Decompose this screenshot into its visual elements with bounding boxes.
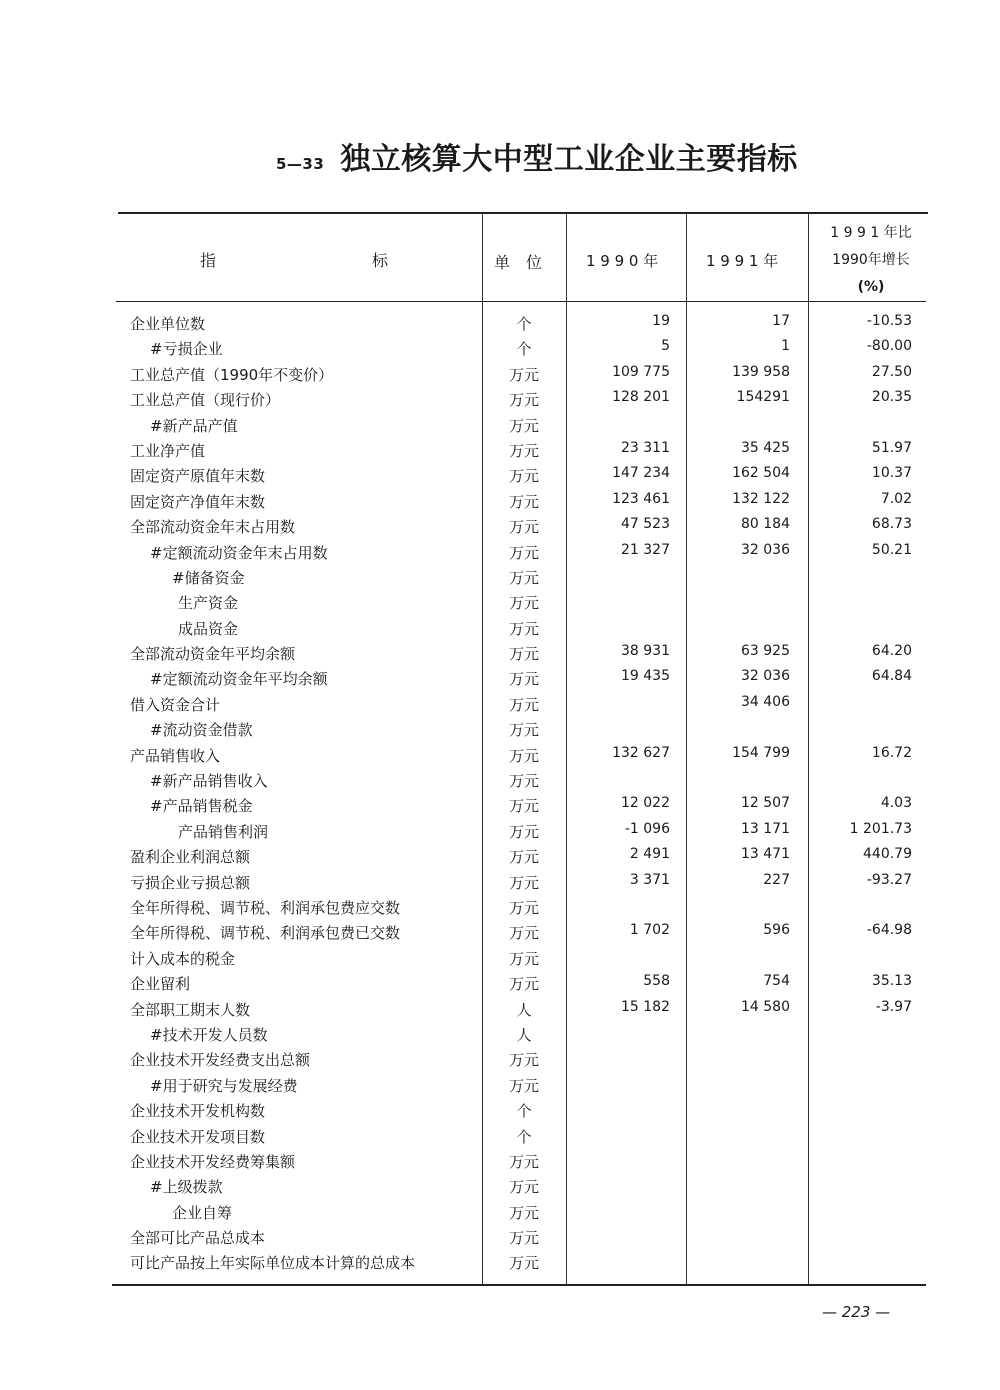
- row-label: 企业技术开发项目数: [130, 1127, 266, 1146]
- row-unit: 万元: [508, 518, 539, 537]
- row-unit: 万元: [508, 416, 539, 435]
- row-unit: 万元: [508, 1152, 539, 1171]
- row-value-1991: 154 799: [732, 744, 790, 761]
- row-value-1991: 80 184: [741, 516, 790, 533]
- row-unit: 万元: [508, 619, 539, 638]
- row-value-1990: 23 311: [621, 439, 670, 456]
- table-body: [0, 310, 1000, 1275]
- row-label: 全部职工期末人数: [130, 1000, 251, 1019]
- table-row: [0, 665, 1000, 690]
- row-label: 生产资金: [178, 594, 239, 613]
- row-label: #定额流动资金年平均余额: [150, 670, 328, 689]
- row-value-1990: 558: [643, 973, 670, 990]
- row-label: #储备资金: [172, 568, 245, 587]
- table-row: [0, 412, 1000, 437]
- row-growth: 1 201.73: [849, 820, 912, 837]
- row-value-1990: 128 201: [612, 389, 670, 406]
- row-unit: 万元: [508, 670, 539, 689]
- table-row: [0, 1072, 1000, 1097]
- header-growth-line: 1 9 9 1 年比: [830, 225, 912, 241]
- row-label: 计入成本的税金: [130, 949, 236, 968]
- row-value-1991: 14 580: [741, 998, 790, 1015]
- row-growth: -80.00: [866, 338, 912, 355]
- row-unit: 个: [516, 315, 532, 333]
- row-unit: 万元: [508, 594, 539, 613]
- row-growth: 440.79: [863, 846, 912, 863]
- row-growth: 50.21: [871, 541, 912, 558]
- table-row: [0, 970, 1000, 995]
- row-label: 企业技术开发经费筹集额: [130, 1152, 296, 1171]
- table-row: [0, 310, 1000, 335]
- header-growth-line: 1990年增长: [832, 252, 910, 268]
- row-label: #亏损企业: [150, 340, 223, 359]
- row-label: 产品销售收入: [130, 746, 221, 765]
- row-growth: 64.84: [871, 668, 912, 685]
- row-unit: 万元: [508, 695, 539, 714]
- header-unit: 单 位: [494, 253, 543, 272]
- table-row: [0, 488, 1000, 513]
- table-row: [0, 1199, 1000, 1224]
- table-title: 独立核算大中型工业企业主要指标: [340, 142, 798, 177]
- row-value-1991: 139 958: [732, 363, 790, 380]
- row-unit: 万元: [508, 746, 539, 765]
- row-unit: 万元: [508, 492, 539, 511]
- row-growth: 20.35: [871, 389, 912, 406]
- row-unit: 万元: [508, 975, 539, 994]
- row-label: 全部流动资金年平均余额: [130, 645, 296, 664]
- header-indicator: 指: [200, 251, 217, 270]
- table-row: [0, 1097, 1000, 1122]
- row-value-1990: 19 435: [621, 668, 670, 685]
- row-value-1991: 34 406: [741, 693, 790, 710]
- table-row: [0, 462, 1000, 487]
- row-label: 全部可比产品总成本: [130, 1229, 266, 1248]
- row-value-1991: 63 925: [741, 643, 790, 660]
- row-label: 工业总产值（现行价）: [130, 391, 281, 410]
- row-unit: 人: [516, 1000, 532, 1019]
- row-value-1991: 227: [763, 871, 790, 888]
- row-growth: 10.37: [871, 465, 912, 482]
- row-value-1990: 12 022: [621, 795, 670, 812]
- row-growth: 7.02: [880, 490, 912, 507]
- row-unit: 万元: [508, 467, 539, 486]
- row-unit: 万元: [508, 873, 539, 892]
- row-value-1991: 596: [763, 922, 790, 939]
- table-row: [0, 1046, 1000, 1071]
- row-value-1990: 5: [661, 338, 670, 355]
- row-unit: 万元: [508, 645, 539, 664]
- row-value-1990: 15 182: [621, 998, 670, 1015]
- page-title: [276, 134, 798, 180]
- row-label: 全年所得税、调节税、利润承包费应交数: [130, 898, 401, 917]
- table-row: [0, 640, 1000, 665]
- table-row: [0, 869, 1000, 894]
- row-unit: 万元: [508, 1229, 539, 1248]
- row-unit: 万元: [508, 797, 539, 816]
- header-year-1991: 1 9 9 1 年: [706, 252, 779, 270]
- row-unit: 万元: [508, 1051, 539, 1070]
- row-value-1991: 17: [772, 313, 790, 329]
- row-label: 全年所得税、调节税、利润承包费已交数: [130, 924, 401, 943]
- row-unit: 万元: [508, 1178, 539, 1197]
- row-growth: 64.20: [871, 643, 912, 660]
- row-value-1990: 132 627: [612, 744, 670, 761]
- row-value-1991: 13 471: [741, 846, 790, 863]
- row-label: 企业单位数: [130, 315, 206, 333]
- row-label: 工业净产值: [130, 441, 206, 460]
- table-row: [0, 1249, 1000, 1274]
- table-row: [0, 919, 1000, 944]
- row-label: 借入资金合计: [130, 695, 221, 714]
- row-value-1990: 3 371: [629, 871, 670, 888]
- header-growth-line: (%): [857, 279, 885, 295]
- row-value-1991: 132 122: [732, 490, 790, 507]
- row-unit: 万元: [508, 1203, 539, 1222]
- bottom-rule: [112, 1284, 926, 1286]
- table-row: [0, 1021, 1000, 1046]
- row-growth: 68.73: [871, 516, 912, 533]
- table-row: [0, 996, 1000, 1021]
- row-growth: -10.53: [866, 313, 912, 329]
- row-label: 企业留利: [130, 975, 191, 994]
- table-row: [0, 1148, 1000, 1173]
- table-row: [0, 742, 1000, 767]
- header-indicator: 标: [372, 251, 389, 270]
- row-growth: 35.13: [871, 973, 912, 990]
- row-label: #上级拨款: [150, 1178, 223, 1197]
- row-label: #流动资金借款: [150, 721, 253, 740]
- row-value-1990: 38 931: [621, 643, 670, 660]
- row-unit: 万元: [508, 898, 539, 917]
- row-unit: 万元: [508, 822, 539, 841]
- table-row: [0, 539, 1000, 564]
- table-row: [0, 716, 1000, 741]
- row-label: 固定资产净值年末数: [130, 492, 266, 511]
- row-unit: 万元: [508, 772, 539, 791]
- row-unit: 万元: [508, 848, 539, 867]
- table-row: [0, 792, 1000, 817]
- table-row: [0, 818, 1000, 843]
- row-growth: -3.97: [875, 998, 912, 1015]
- row-unit: 个: [516, 340, 532, 359]
- row-unit: 万元: [508, 543, 539, 562]
- row-growth: 4.03: [880, 795, 912, 812]
- row-growth: 16.72: [871, 744, 912, 761]
- row-value-1991: 12 507: [741, 795, 790, 812]
- table-row: [0, 894, 1000, 919]
- row-growth: 51.97: [871, 439, 912, 456]
- row-unit: 万元: [508, 721, 539, 740]
- row-unit: 万元: [508, 441, 539, 460]
- page-number: — 223 —: [822, 1303, 891, 1321]
- row-label: #用于研究与发展经费: [150, 1076, 298, 1095]
- row-unit: 万元: [508, 1076, 539, 1095]
- row-label: 盈利企业利润总额: [130, 848, 251, 867]
- row-unit: 万元: [508, 924, 539, 943]
- row-value-1990: -1 096: [624, 820, 670, 837]
- row-value-1990: 19: [652, 313, 670, 329]
- row-value-1991: 1: [781, 338, 790, 355]
- table-row: [0, 564, 1000, 589]
- row-label: 成品资金: [178, 619, 239, 638]
- table-row: [0, 945, 1000, 970]
- row-unit: 个: [516, 1127, 532, 1146]
- row-value-1991: 35 425: [741, 439, 790, 456]
- table-row: [0, 843, 1000, 868]
- row-value-1991: 32 036: [741, 668, 790, 685]
- row-unit: 万元: [508, 391, 539, 410]
- row-label: #新产品产值: [150, 416, 238, 435]
- row-value-1990: 147 234: [612, 465, 670, 482]
- row-value-1990: 123 461: [612, 490, 670, 507]
- table-row: [0, 335, 1000, 360]
- row-value-1990: 1 702: [629, 922, 670, 939]
- row-growth: -93.27: [866, 871, 912, 888]
- header-bottom-rule: [116, 301, 926, 302]
- row-value-1991: 154291: [736, 389, 790, 406]
- row-unit: 万元: [508, 949, 539, 968]
- table-row: [0, 513, 1000, 538]
- row-label: 产品销售利润: [178, 822, 269, 841]
- row-label: #定额流动资金年末占用数: [150, 543, 328, 562]
- table-row: [0, 361, 1000, 386]
- row-label: 全部流动资金年末占用数: [130, 518, 296, 537]
- row-label: 亏损企业亏损总额: [130, 873, 251, 892]
- row-unit: 个: [516, 1102, 532, 1121]
- row-unit: 万元: [508, 568, 539, 587]
- row-label: #产品销售税金: [150, 797, 253, 816]
- row-value-1990: 2 491: [629, 846, 670, 863]
- row-value-1991: 754: [763, 973, 790, 990]
- row-label: 可比产品按上年实际单位成本计算的总成本: [130, 1254, 416, 1273]
- row-label: 企业自筹: [172, 1203, 233, 1222]
- row-label: #技术开发人员数: [150, 1025, 268, 1044]
- row-value-1991: 162 504: [732, 465, 790, 482]
- table-row: [0, 386, 1000, 411]
- row-unit: 万元: [508, 1254, 539, 1273]
- table-row: [0, 1173, 1000, 1198]
- row-label: 工业总产值（1990年不变价）: [130, 365, 334, 384]
- header-year-1990: 1 9 9 0 年: [586, 252, 659, 270]
- row-label: 企业技术开发经费支出总额: [130, 1051, 311, 1070]
- table-row: [0, 589, 1000, 614]
- row-unit: 万元: [508, 365, 539, 384]
- row-value-1990: 109 775: [612, 363, 670, 380]
- table-row: [0, 1224, 1000, 1249]
- table-row: [0, 691, 1000, 716]
- row-unit: 人: [516, 1025, 532, 1044]
- row-growth: -64.98: [866, 922, 912, 939]
- row-label: #新产品销售收入: [150, 772, 268, 791]
- row-label: 企业技术开发机构数: [130, 1102, 266, 1121]
- row-growth: 27.50: [871, 363, 912, 380]
- table-row: [0, 437, 1000, 462]
- row-value-1990: 21 327: [621, 541, 670, 558]
- table-row: [0, 767, 1000, 792]
- top-rule: [118, 212, 928, 214]
- row-value-1991: 13 171: [741, 820, 790, 837]
- row-value-1991: 32 036: [741, 541, 790, 558]
- table-number: 5—33: [276, 155, 325, 173]
- table-row: [0, 1123, 1000, 1148]
- row-value-1990: 47 523: [621, 516, 670, 533]
- table-row: [0, 615, 1000, 640]
- header-growth: [816, 220, 926, 301]
- row-label: 固定资产原值年末数: [130, 467, 266, 486]
